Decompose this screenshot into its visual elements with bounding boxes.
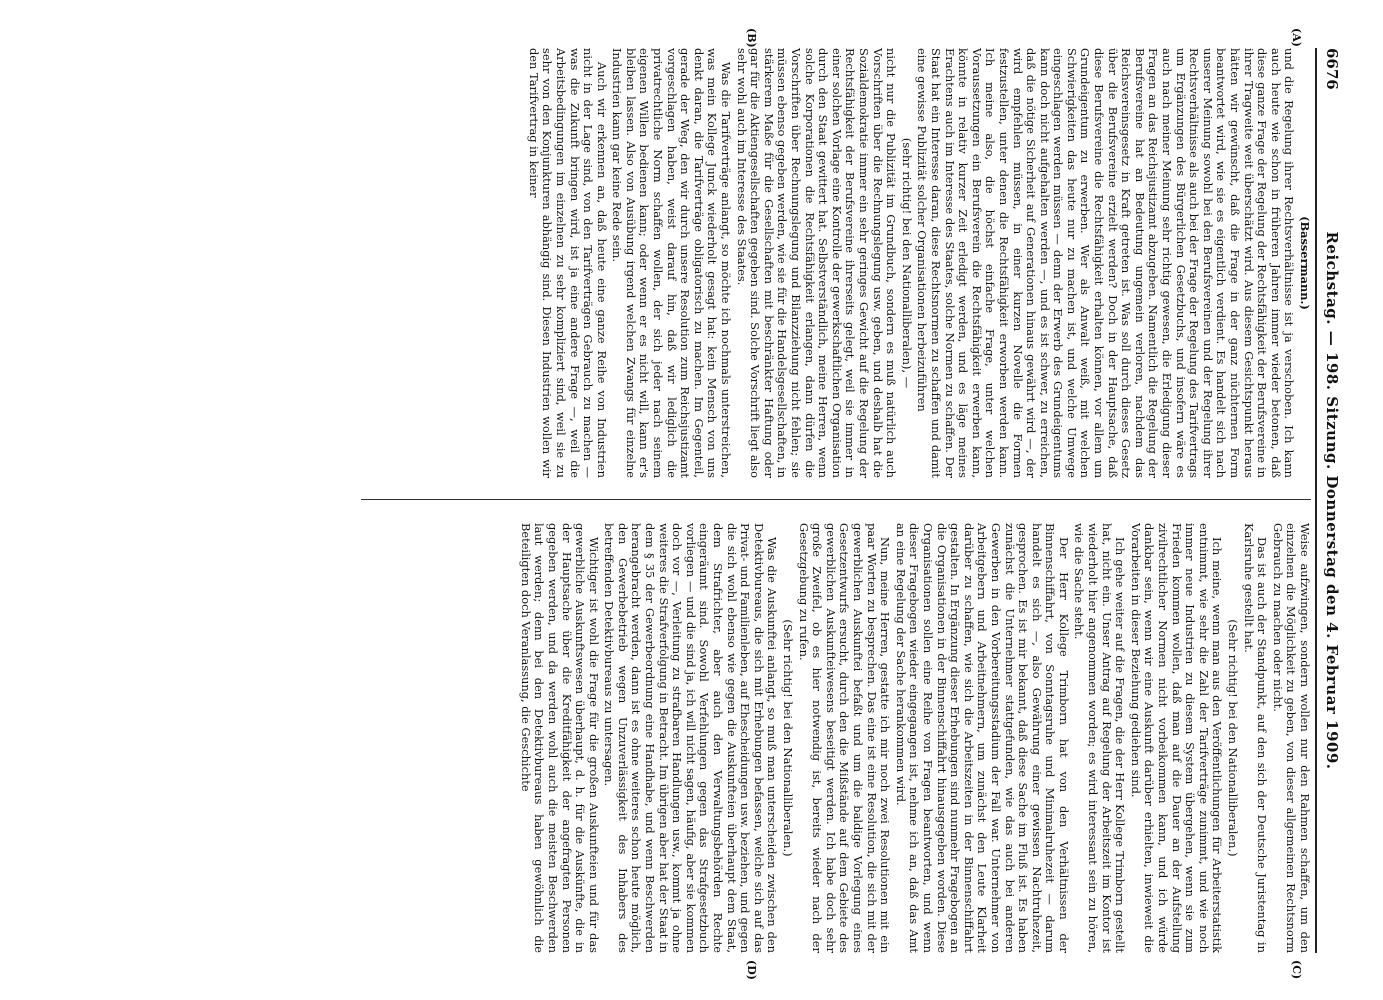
interjection: (Sehr richtig! bei den Nationalliberalen.) [1226,619,1241,857]
page-header [1315,48,1343,953]
page-number: 6676 [1323,48,1341,90]
paragraph: Weise aufzwingen, sondern wollen nur den Rahmen schaffen, um den einzelnen die Möglichkeit zu geben, von dieser allgemeinen Rechtsnorm Gebrauch zu machen oder nicht. [1270,523,1312,953]
margin-marker-c: (C) [1290,960,1303,980]
column-divider [361,499,1311,500]
paragraph: und die Regelung ihrer Rechtsverhältnisse ist ja verschoben. Ich kann auch heute wie schon in früheren Jahren immer wieder betonen, daß diese ganze Frage der Regelung der Rechtsfähigkeit der Berufsvereine in ihrer Tragweite weit überschätzt wird. Aus diesem Gesichtspunkt heraus hätten wir gewünscht, daß die Frage in der ganz nüchternen Form beantwortet wird, wie sie es eigentlich verdient. Es handelt sich nach unserer Meinung sowohl bei den Berufsvereinen und der Regelung ihrer Rechtsverhältnisse als auch bei der Frage der Regelung des Tarifvertrags um Ergänzungen des Bürgerlichen Gesetzbuchs, und insofern wäre es auch nach meiner Meinung sehr richtig gewesen, die Erledigung dieser Fragen an das Reichsjustizamt abzugeben. Namentlich die Regelung der Berufsvereine hat an Bedeutung ungemein verloren, nachdem das Reichsvereinsgesetz in Kraft getreten ist. Was soll durch dieses Gesetz über die Berufsvereine erzielt werden? Doch in der Hauptsache, daß diese Berufsvereine die Rechtsfähigkeit erhalten können, vor allem um Grundeigentum zu erwerben. Wer als Anwalt weiß, mit welchen Schwierigkeiten das heute nur zu machen ist, und welche Umwege eingeschlagen werden müssen — denn der Erwerb des Grundeigentums kann doch nicht aufgehalten werden —, und es ist schwer, zu erreichen, daß die nötige Sicherheit auf Generationen hinaus gewährt wird —, der wird empfehlen müssen, in einer kurzen Novelle die Formen festzustellen, unter denen die Rechtsfähigkeit erworben werden kann. Ich meine also, die höchst einfache Frage, unter welchen Voraussetzungen ein Berufsverein die Rechtsfähigkeit erwerben kann, könnte in relativ kurzer Zeit erledigt werden, und es läge meines Erachtens auch im Interesse des Staates, solche Normen zu schaffen. Der Staat hat ein Interesse daran, diese Rechtsnormen zu schaffen und damit eine gewisse Publizität solcher Organisationen herbeizuführen [915,48,1297,478]
speaker-name: (Bassermann.) [1298,216,1312,310]
paragraph: Ich meine, wenn man aus den Veröffentlichungen für Arbeiterstatistik entnimmt, wie sehr die Zahl der Tarifverträge zunimmt, und wie noch immer neue Industrien zu diesem System übergehen, wenn sie zum Frieden kommen wollen, daß man auf die Dauer an der Aufstellung zivilrechtlicher Normen nicht vorbeikommen kann, und ich würde dankbar sein, wenn wir eine Auskunft darüber erhielten, inwieweit die Vorarbeiten in dieser Beziehung gediehen sind. [1128,523,1225,953]
paragraph: Das ist auch der Standpunkt, auf den sich der Deutsche Juristentag in Karlsruhe gestellt hat. [1241,523,1270,953]
margin-marker-d: (D) [745,960,758,980]
margin-marker-b: (B) [745,28,758,48]
left-column [524,48,1311,478]
right-column [516,523,1311,953]
interjection: (sehr richtig! bei den Nationalliberalen), — [899,137,914,389]
paragraph: nicht nur die Publizität im Grundbuch, sondern es muß natürlich auch Vorschriften über die Rechnungslegung usw. geben, und deshalb hat die Sozialdemokratie immer ein sehr geringes Gewicht auf die Regelung der Rechtsfähigkeit der Berufsvereine ihrerseits gelegt, weil sie immer in einer solchen Vorlage eine Kontrolle der gewerkschaftlichen Organisation durch den Staat gewittert hat. Selbstverständlich, meine Herren, wenn solche Korporationen die Rechtsfähigkeit erlangen, dann dürfen die Vorschriften über Rechnungslegung und Bilanzziehung nicht fehlen; sie müssen ebenso gegeben werden, wie sie für die Handelsgesellschaften, in stärkerem Maße für die Gesellschaften mit beschränkter Haftung oder gar für die Aktiengesellschaften gegeben sind. Solche Vorschrift liegt also sehr wohl auch im Interesse des Staates. [734,48,899,479]
paragraph: Was die Auskunftei anlangt, so muß man unterscheiden zwischen den Detektivbureaus, die sich mit Erhebungen befassen, welche sich auf das Privat- und Familienleben, auf Ehescheidungen usw. beziehen, und gegen die sich wohl ebenso wie gegen die Auskunfteien überhaupt dem Staat, dem Strafrichter, aber auch den Verwaltungsbehörden Rechte eingeräumt sind. Sowohl Verfehlungen gegen das Strafgesetzbuch vorliegen — und die sind ja, ich will nicht sagen, häufig, aber sie kommen doch vor —, Verleitung zu strafbaren Handlungen usw., kommt ja ohne weiteres die Strafverfolgung in Betracht. Im übrigen aber hat der Staat in dem § 35 der Gewerbeordnung eine Handhabe, und wenn Beschwerden herangebracht werden, dann ist es ohne weiteres schon heute möglich, den Gewerbebetrieb wegen Unzuverlässigkeit des Inhabers des betreffenden Detektivbureaus zu untersagen. [602,523,780,953]
paragraph: Auch wir erkennen an, daß heute eine ganze Reihe von Industrien nicht in der Lage sind, von den Tarifverträgen Gebrauch zu machen — was die Zukunft bringen wird, ist ja eine andere Frage —, weil die Arbeitsbedingungen im einzelnen zu sehr kompliziert sind, weil sie zu sehr von den Konjunkturen abhängig sind. Diesen Industrien wollen wir den Tarifvertrag in keiner [526,48,609,478]
paragraph: Wichtiger ist wohl die Frage für die großen Auskunfteien und für das gewerbliche Auskunftswesen überhaupt, d. h. für die Auskünfte, die in der Hauptsache über die Kreditfähigkeit der angefragten Personen gegeben werden, und da werden wohl auch die meisten Beschwerden laut werden; denn bei den Detektivbureaus haben gewöhnlich die Beteiligten doch Veranlassung, die Geschichte [518,523,601,953]
paragraph: Der Herr Kollege Trimborn hat von den Verhältnissen der Binnenschiffahrt, von Sonntagsruhe und Minimalruhezeit — darum handelt es sich —, also Gewährung einer gewissen Nachtruhezeit, gesprochen. Es ist mir bekannt, daß diese Sache im Fluß ist. Es haben zunächst die Unternehmer stattgefunden, wie das auch bei anderen Gewerben in den Vorbereitungsstadium der Fall war. Unternehmer von Arbeitgebern und Arbeitnehmern, um zunächst den Leute Klarheit darüber zu schaffen, wie sich die Arbeitszeiten in der Binnenschiffahrt gestalten. In Ergänzung dieser Erhebungen sind nunmehr Fragebogen an die Organisationen in der Binnenschiffahrt hinausgegeben worden. Diese Organisationen sollen eine Reihe von Fragen beantworten, und wenn dieser Fragebogen wieder eingegangen ist, nehme ich an, daß das Amt an eine Regelung der Sache herankommen wird. [893,523,1071,953]
paragraph: Nun, meine Herren, gestatte ich mir noch zwei Resolutionen mit ein paar Worten zu besprechen. Das eine ist eine Resolution, die sich mit der gewerblichen Auskunftei befaßt und um die baldige Vorlegung eines Gesetzentwurfs ersucht, durch den die Mißstände auf dem Gebiete des gewerblichen Auskunfteiwesens beseitigt werden. Ich habe doch sehr große Zweifel, ob es hier notwendig ist, bereits wieder nach der Gesetzgebung zu rufen. [796,523,893,953]
interjection: (Sehr richtig! bei den Nationalliberalen.) [781,619,796,857]
margin-marker-a: (A) [1290,28,1303,47]
paragraph: Was die Tarifverträge anlangt, so möchte ich nochmals unterstreichen, was mein Kollege Junck wiederholt gesagt hat: kein Mensch von uns denkt daran, die Tarifverträge obligatorisch zu machen. Im Gegenteil, gerade der Weg, den wir durch unsere Resolution zum Reichsjustizamt vorgeschlagen haben, weist darauf hin, daß wir lediglich die privatrechtliche Norm schaffen wollen, der sich jeder nach seinem eigenen Willen bedienen kann; oder wenn er es nicht will, kann er's bleiben lassen. Also von Ausübung irgend welchen Zwangs für einzelne Industrien kann gar keine Rede sein. [610,48,734,478]
page-title: Reichstag. — 198. Sitzung. Donnerstag den 4. Februar 1909. [1323,231,1341,770]
paragraph: Ich gehe weiter auf die Fragen, die der Herr Kollege Trimborn gestellt hat, nicht ein. Unser Antrag auf Regelung der Arbeitszeit im Kontor ist wiederholt hier angenommen worden; es wird interessant sein zu hören, wie die Sache steht. [1072,523,1128,953]
